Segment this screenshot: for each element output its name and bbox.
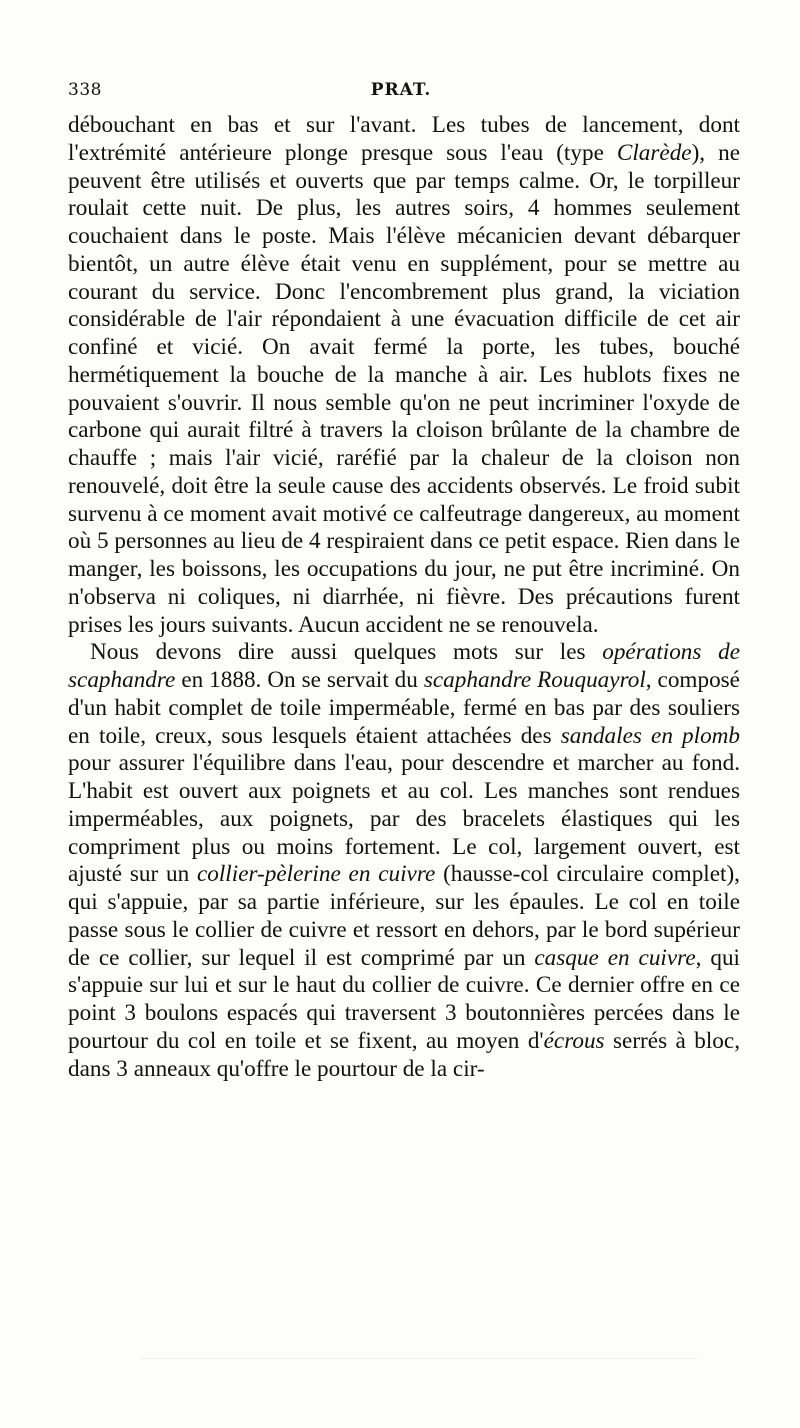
bleed-through-marks [140, 1358, 700, 1367]
page-header [68, 80, 734, 108]
paragraph-2-text-a: Nous devons dire aussi quelques mots sur les [90, 639, 603, 666]
paragraph-2 [68, 639, 740, 1083]
paragraph-2-italic-e: casque en cuivre [534, 944, 696, 971]
paragraph-2-italic-d: collier-pèlerine en cuivre [196, 861, 436, 888]
paragraph-1-italic-a: Clarède [616, 139, 692, 166]
paragraph-1-text-b: ), ne peuvent être utilisés et ouverts que par temps calme. Or, le torpilleur roulait cette nuit. De plus, les autres soirs, 4 hommes seulement couchaient dans le poste. Mais l'élève mécanicien devant débarquer bientôt, un autre élève était venu en supplément, pour se mettre au courant du service. Donc l'encombrement plus grand, la viciation considérable de l'air répondaient à une évacuation difficile de cet air confiné et vicié. On avait fermé la porte, les tubes, bouché hermétiquement la bouche de la manche à air. Les hublots fixes ne pouvaient s'ouvrir. Il nous semble qu'on ne peut incriminer l'oxyde de carbone qui aurait filtré à travers la cloison brûlante de la chambre de chauffe ; mais l'air vicié, raréfié par la chaleur de la cloison non renouvelé, doit être la seule cause des accidents observés. Le froid subit survenu à ce moment avait motivé ce calfeutrage dangereux, au moment où 5 personnes au lieu de 4 respiraient dans ce petit espace. Rien dans le manger, les boissons, les occupations du jour, ne put être incriminé. On n'observa ni coliques, ni diarrhée, ni fièvre. Des précautions furent prises les jours suivants. Aucun accident ne se renouvela. [68, 139, 740, 638]
paragraph-2-text-e: (hausse-col circulaire complet), qui s'appuie, par sa partie inférieure, sur les épaules. Le col en toile passe sous le collier de cuivre et ressort en dehors, par le bord supérieur de ce collier, sur lequel il est comprimé par un [68, 861, 740, 971]
paragraph-2-text-d: pour assurer l'équilibre dans l'eau, pour descendre et marcher au fond. L'habit est ouvert aux poignets et au col. Les manches sont rendues imperméables, aux poignets, par des bracelets élastiques qui les compriment plus ou moins fortement. Le col, largement ouvert, est ajusté sur un [68, 750, 740, 888]
paragraph-2-text-f: , qui s'appuie sur lui et sur le haut du collier de cuivre. Ce dernier offre en ce point 3 boulons espacés qui traversent 3 boutonnières percées dans le pourtour du col en toile et se fixent, au moyen d' [68, 944, 740, 1054]
body-text [68, 112, 740, 1083]
paragraph-2-italic-a: opérations de scaphandre [68, 639, 740, 693]
page-number: 338 [68, 80, 102, 100]
paragraph-1 [68, 112, 740, 639]
paragraph-1-text-a: débouchant en bas et sur l'avant. Les tubes de lancement, dont l'extrémité antérieure plonge presque sous l'eau (type [68, 112, 740, 166]
paragraph-2-italic-b: scaphandre Rouquayrol [423, 667, 646, 693]
running-head: PRAT. [370, 80, 432, 100]
paragraph-2-italic-c: sandales en plomb [560, 722, 740, 749]
paragraph-2-text-b: en 1888. On se servait du [175, 667, 424, 693]
paragraph-2-text-c: , composé d'un habit complet de toile imperméable, fermé en bas par des souliers en toile, creux, sous lesquels étaient attachées des [68, 667, 740, 749]
paragraph-2-text-g: serrés à bloc, dans 3 anneaux qu'offre le pourtour de la cir- [68, 1027, 740, 1082]
paragraph-2-italic-f: écrous [543, 1027, 605, 1054]
